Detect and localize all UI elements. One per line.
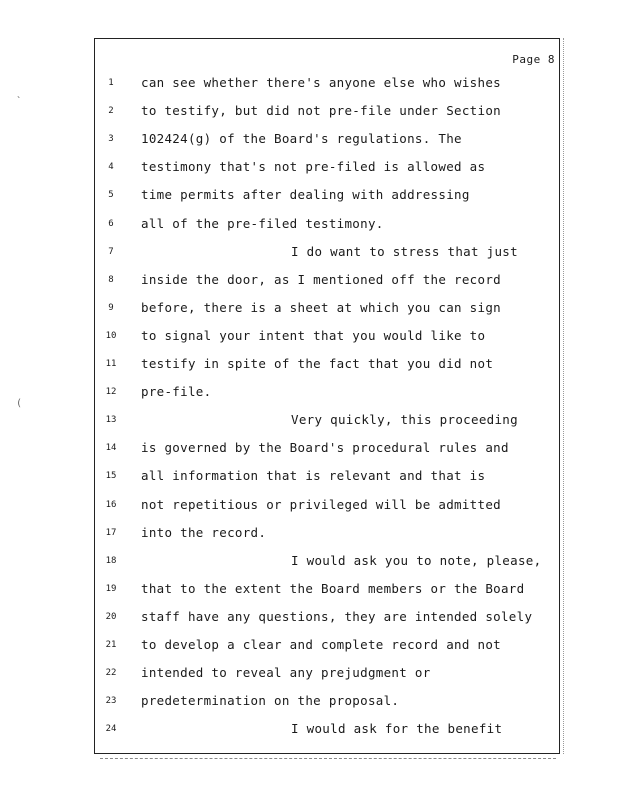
line-number: 3 (108, 134, 114, 145)
line-number: 4 (108, 162, 114, 173)
margin-mark-top: ` (16, 96, 23, 107)
transcript-line (95, 468, 559, 486)
transcript-line (95, 244, 559, 262)
line-number: 9 (108, 302, 114, 313)
line-text: time permits after dealing with addressing (141, 187, 470, 203)
transcript-line (95, 75, 559, 93)
line-number: 22 (105, 668, 117, 679)
transcript-line (95, 103, 559, 121)
line-text: Very quickly, this proceeding (291, 412, 518, 428)
transcript-line (95, 131, 559, 149)
line-text: 102424(g) of the Board's regulations. The (141, 131, 462, 147)
transcript-line (95, 187, 559, 205)
transcript-line (95, 497, 559, 515)
transcript-line (95, 159, 559, 177)
line-text: can see whether there's anyone else who wishes (141, 75, 501, 90)
transcript-page (94, 38, 560, 754)
line-text: staff have any questions, they are intended solely (141, 608, 533, 624)
line-text: intended to reveal any prejudgment or (141, 665, 431, 681)
transcript-line (95, 553, 559, 571)
page-number: Page 8 (512, 53, 555, 66)
line-number: 8 (108, 274, 114, 285)
margin-mark-middle: ( (16, 398, 23, 409)
line-number: 12 (105, 387, 117, 398)
line-text: predetermination on the proposal. (141, 693, 400, 709)
line-number: 10 (105, 330, 117, 341)
line-text: to develop a clear and complete record and not (141, 637, 501, 652)
line-number: 16 (105, 499, 117, 510)
line-number: 19 (105, 583, 117, 594)
transcript-line (95, 525, 559, 543)
line-text: inside the door, as I mentioned off the record (141, 271, 501, 287)
line-number: 21 (105, 640, 117, 650)
page-edge-divider (563, 38, 566, 754)
line-text: pre-file. (141, 384, 212, 400)
line-number: 7 (108, 246, 114, 257)
line-text: all of the pre-filed testimony. (141, 215, 384, 231)
transcript-line (95, 216, 559, 234)
transcript-line (95, 693, 559, 711)
line-number: 20 (105, 611, 117, 622)
transcript-line (95, 581, 559, 599)
line-number: 2 (108, 106, 114, 117)
transcript-line (95, 637, 559, 655)
line-text: not repetitious or privileged will be admitted (141, 496, 501, 512)
line-number: 11 (105, 359, 117, 369)
line-number: 15 (105, 471, 117, 482)
line-text: I would ask for the benefit (291, 721, 503, 737)
line-number: 13 (105, 415, 117, 426)
transcript-line (95, 412, 559, 430)
line-number: 23 (105, 696, 117, 707)
line-number: 17 (105, 527, 117, 538)
transcript-line (95, 384, 559, 402)
line-text: I would ask you to note, please, (291, 552, 542, 568)
line-number: 1 (108, 78, 114, 88)
line-text: testimony that's not pre-filed is allowed as (141, 159, 486, 175)
line-number: 6 (108, 218, 114, 229)
transcript-line (95, 665, 559, 683)
line-text: I do want to stress that just (291, 243, 518, 259)
transcript-line (95, 300, 559, 318)
transcript-line (95, 721, 559, 739)
line-text: is governed by the Board's procedural rules and (141, 440, 509, 456)
line-text: to signal your intent that you would like to (141, 327, 486, 343)
line-number: 24 (105, 724, 117, 735)
line-number: 5 (108, 190, 114, 201)
transcript-line (95, 609, 559, 627)
line-number: 18 (105, 555, 117, 566)
line-text: into the record. (141, 524, 267, 540)
line-text: that to the extent the Board members or the Board (141, 580, 525, 596)
line-text: to testify, but did not pre-file under Section (141, 103, 501, 119)
line-text: testify in spite of the fact that you did not (141, 356, 494, 371)
line-text: before, there is a sheet at which you can sign (141, 299, 501, 315)
line-text: all information that is relevant and that is (141, 468, 486, 484)
transcript-line (95, 328, 559, 346)
transcript-line (95, 440, 559, 458)
transcript-line (95, 272, 559, 290)
page-footer-rule (100, 758, 556, 762)
transcript-line (95, 356, 559, 374)
line-number: 14 (105, 443, 117, 454)
